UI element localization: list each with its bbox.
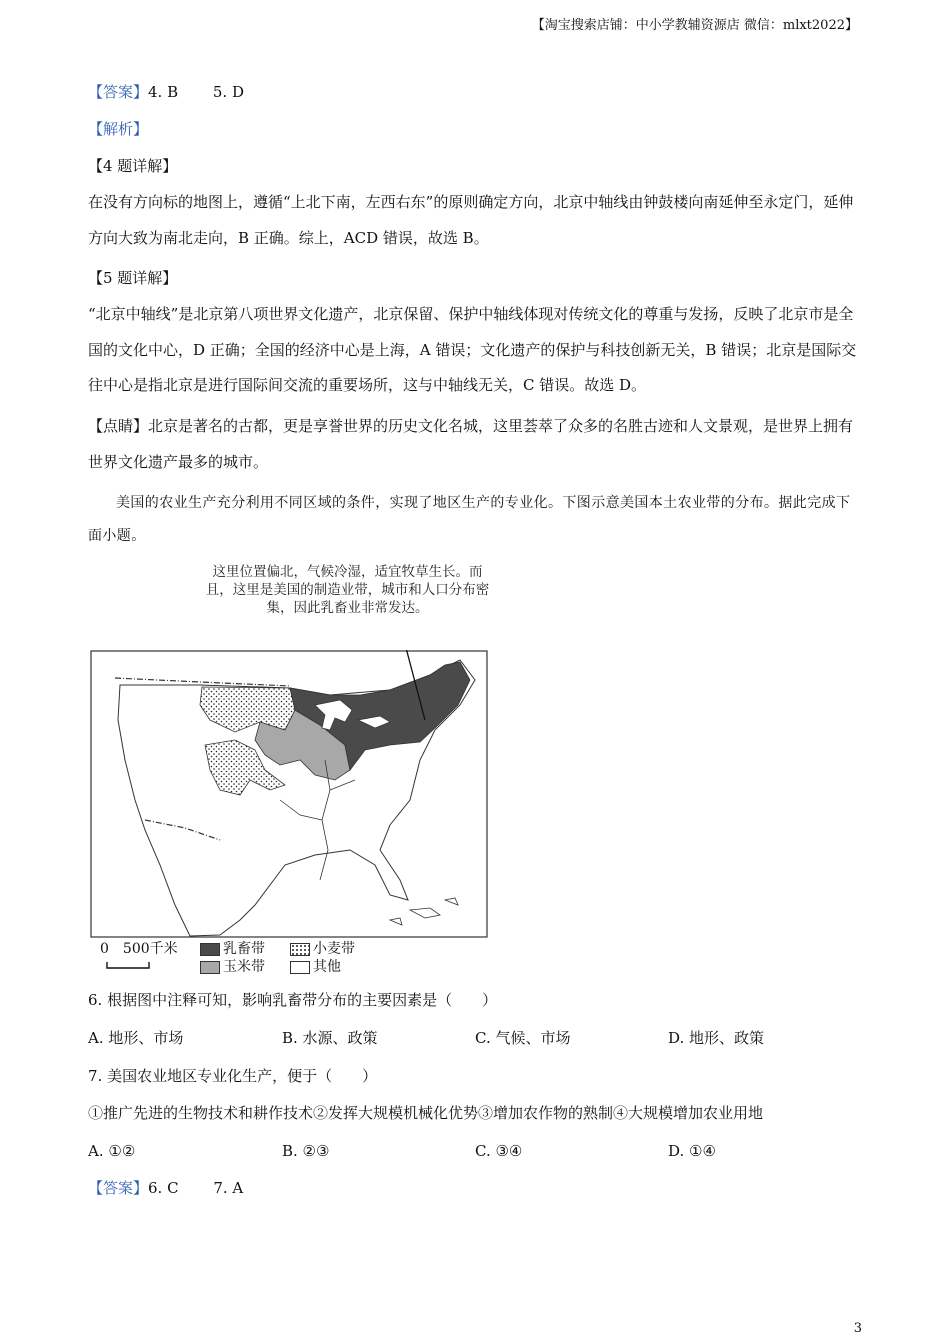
- q6-option-d: D. 地形、政策: [668, 1029, 765, 1047]
- scale-label: 0 500千米: [100, 941, 178, 957]
- legend-dairy-label: 乳畜带: [223, 941, 265, 957]
- q6-option-c: C. 气候、市场: [475, 1029, 571, 1047]
- legend-wheat: [290, 940, 355, 958]
- q7-option-b: B. ②③: [282, 1142, 330, 1160]
- page-header: 【淘宝搜索店铺：中小学教辅资源店 微信：mlxt2022】: [531, 18, 858, 33]
- answer-tag: 【答案】: [88, 83, 149, 101]
- answer-text-2: 6. C 7. A: [148, 1179, 244, 1197]
- legend-wheat-swatch: [290, 943, 310, 956]
- tip-paragraph: [88, 409, 860, 480]
- q6-option-a: A. 地形、市场: [88, 1029, 184, 1047]
- q7-items: ①推广先进的生物技术和耕作技术②发挥大规模机械化优势③增加农作物的熟制④大规模增加农业用地: [88, 1104, 764, 1122]
- answer-line-2: [88, 1178, 243, 1198]
- q7-option-d: D. ①④: [668, 1142, 716, 1160]
- legend-dairy: [200, 940, 265, 958]
- q7-option-c: C. ③④: [475, 1142, 523, 1160]
- legend-other: [290, 958, 341, 976]
- legend-corn: [200, 958, 265, 976]
- q6-option-b: B. 水源、政策: [282, 1029, 378, 1047]
- q6-stem: 6. 根据图中注释可知，影响乳畜带分布的主要因素是（ ）: [88, 991, 498, 1009]
- page-number: 3: [853, 1321, 862, 1336]
- q5-detail-tag: 【5 题详解】: [88, 269, 178, 287]
- q7-stem: 7. 美国农业地区专业化生产，便于（ ）: [88, 1067, 378, 1085]
- q4-explanation: 在没有方向标的地图上，遵循“上北下南，左西右东”的原则确定方向，北京中轴线由钟鼓楼向南延伸至永定门，延伸方向大致为南北走向，B 正确。综上，ACD 错误，故选 B。: [88, 193, 854, 247]
- map-annotation: 这里位置偏北，气候冷湿，适宜牧草生长。而且，这里是美国的制造业带，城市和人口分布密集，因此乳畜业非常发达。: [205, 564, 490, 616]
- us-agriculture-map: [90, 650, 490, 940]
- tip-tag: 【点睛】: [88, 417, 149, 435]
- legend-corn-swatch: [200, 961, 220, 974]
- legend-dairy-swatch: [200, 943, 220, 956]
- answer-text: 4. B 5. D: [148, 83, 244, 101]
- question-stem: 美国的农业生产充分利用不同区域的条件，实现了地区生产的专业化。下图示意美国本土农业带的分布。据此完成下面小题。: [88, 495, 851, 544]
- legend-corn-label: 玉米带: [223, 959, 265, 975]
- legend-other-swatch: [290, 961, 310, 974]
- scale-bar: [106, 962, 150, 970]
- legend-wheat-label: 小麦带: [313, 941, 355, 957]
- q7-option-a: A. ①②: [88, 1142, 136, 1160]
- legend-other-label: 其他: [313, 959, 341, 975]
- answer-line-1: [88, 82, 244, 102]
- tip-text: 北京是著名的古都，更是享誉世界的历史文化名城，这里荟萃了众多的名胜古迹和人文景观，是世界上拥有世界文化遗产最多的城市。: [88, 417, 854, 471]
- analysis-tag: 【解析】: [88, 120, 149, 138]
- q4-detail-tag: 【4 题详解】: [88, 157, 178, 175]
- answer-tag-2: 【答案】: [88, 1179, 149, 1197]
- q5-explanation: “北京中轴线”是北京第八项世界文化遗产，北京保留、保护中轴线体现对传统文化的尊重与发扬，反映了北京市是全国的文化中心，D 正确；全国的经济中心是上海，A 错误；文化遗产的保护与科技创新无关，B 错误；北京是国际交往中心是指北京是进行国际间交流的重要场所，这与中轴线无关，C 错误。故选 D。: [88, 305, 857, 394]
